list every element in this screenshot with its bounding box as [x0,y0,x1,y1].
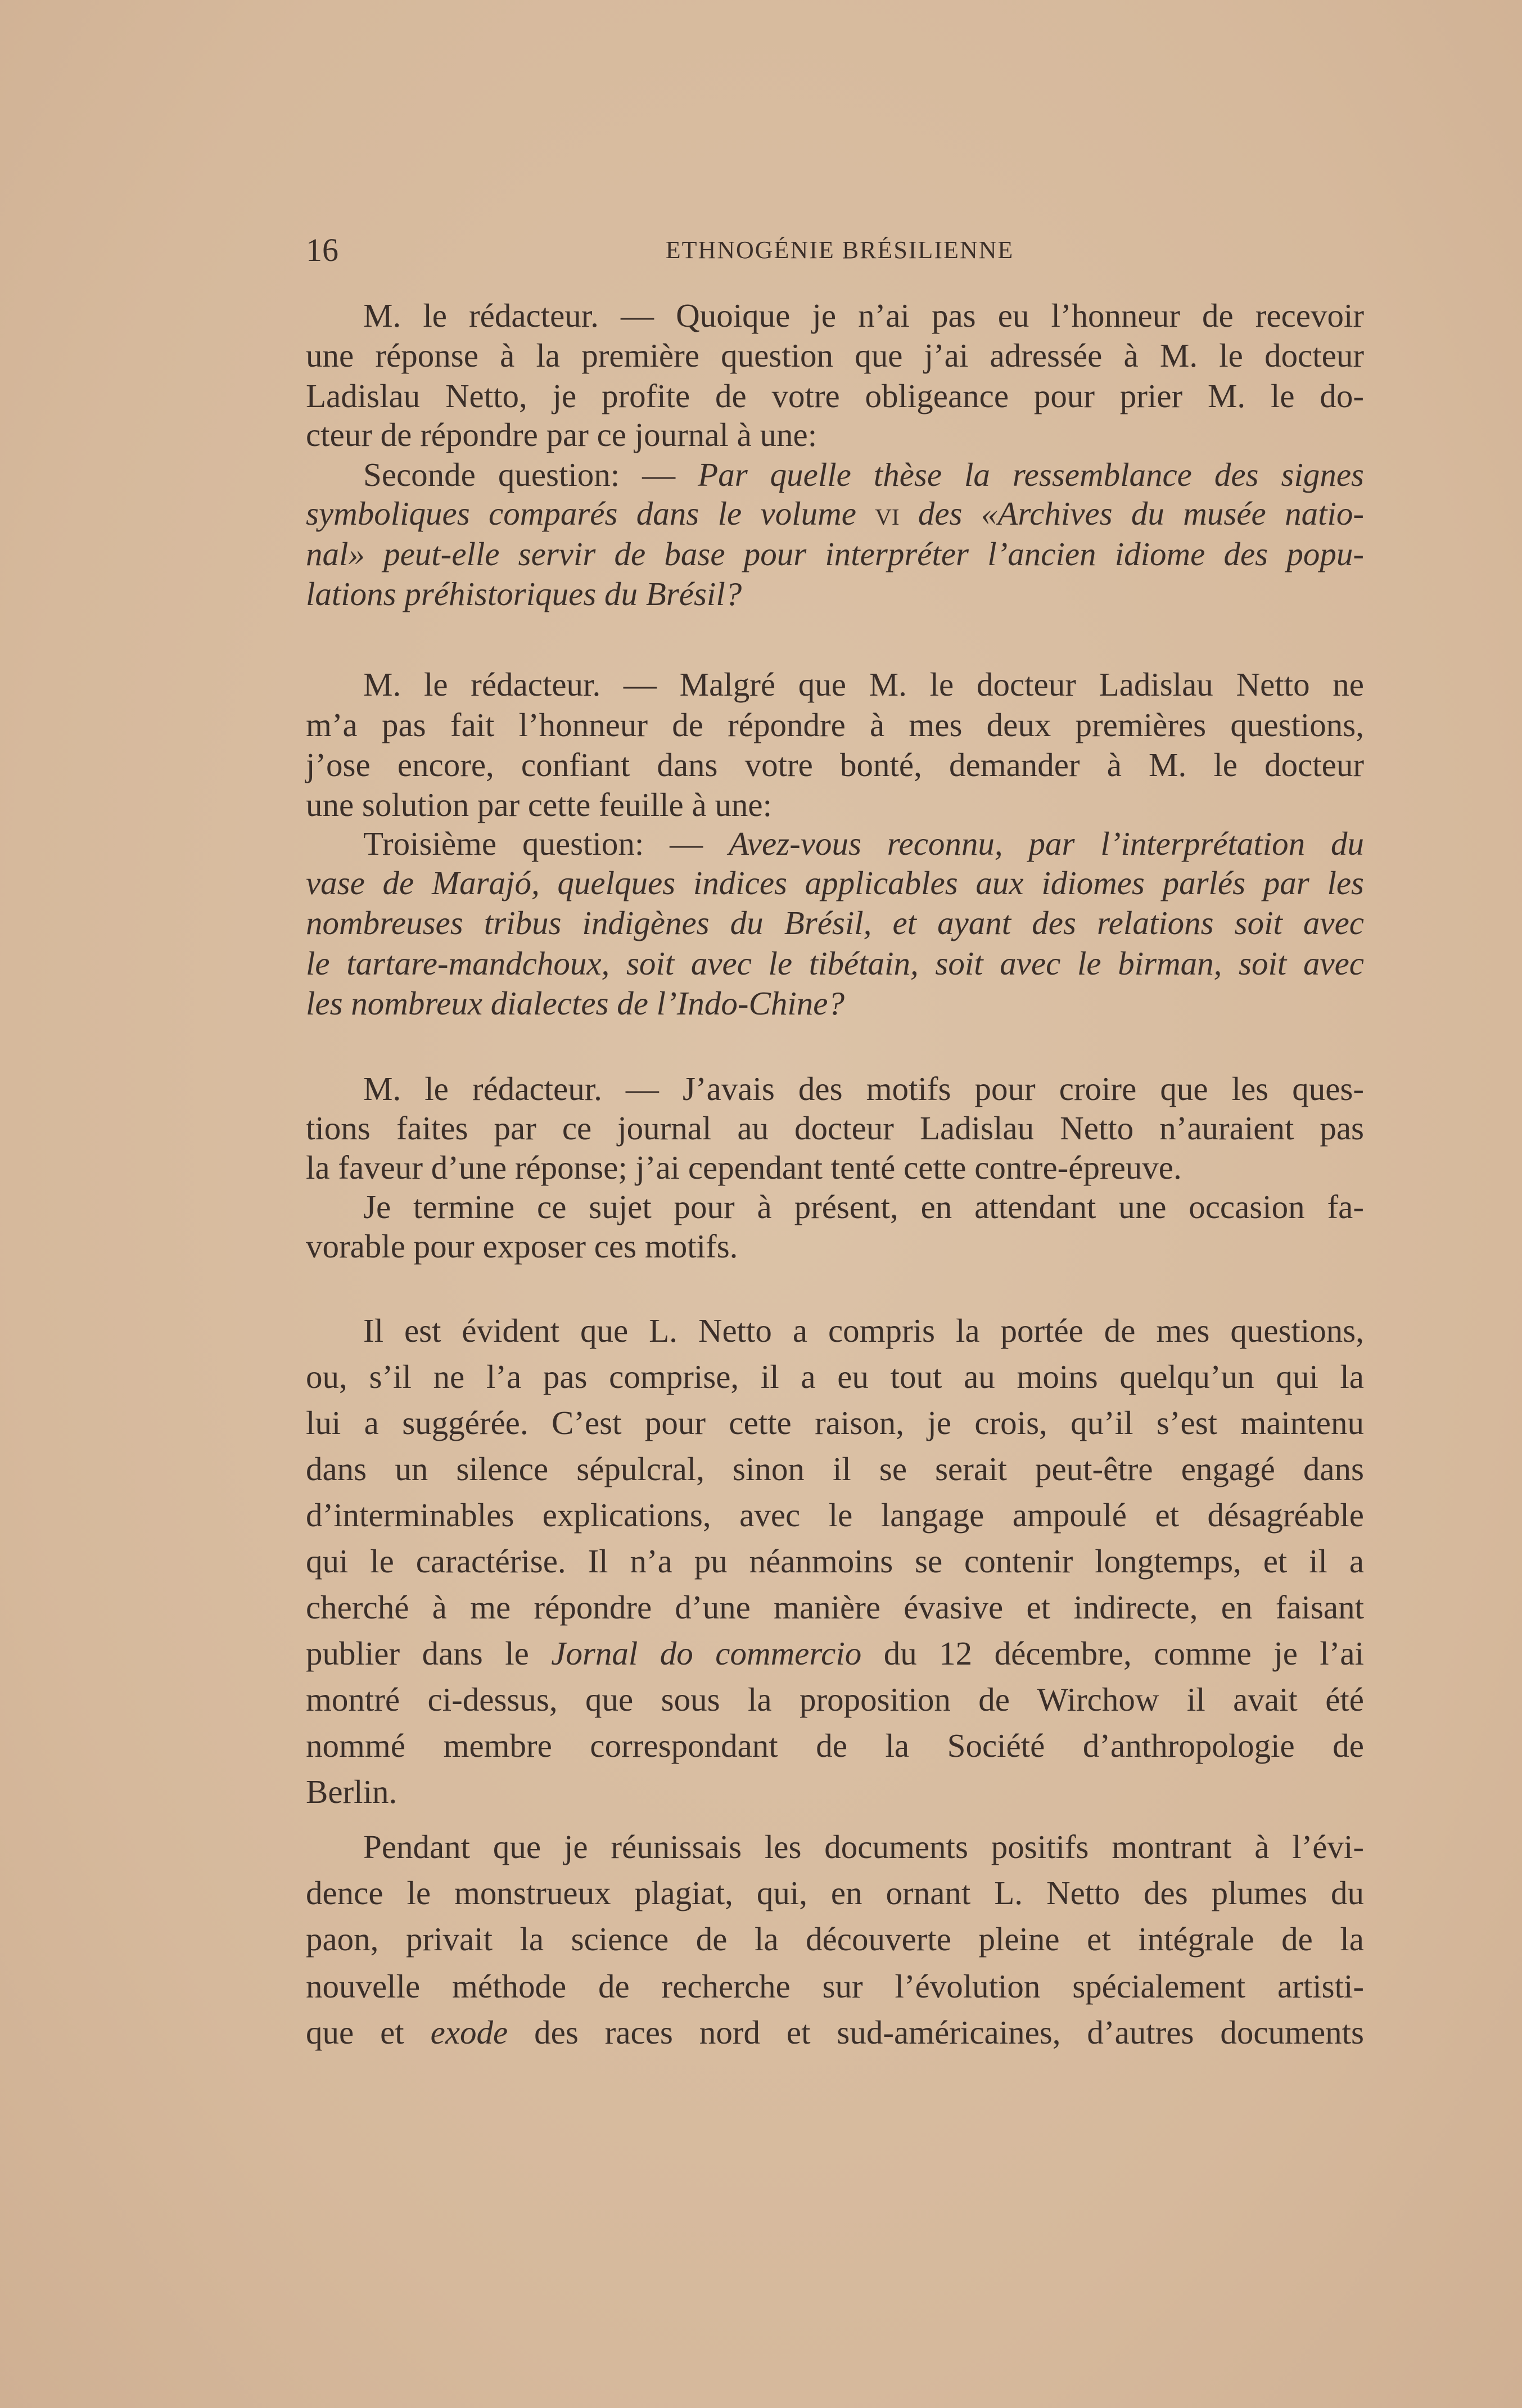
italic-text: exode [430,2014,508,2051]
text-segment: qui le caractérise. Il n’a pu néanmoins se contenir longtemps, et il a [306,1543,1364,1580]
text-segment: que et [306,2014,431,2051]
text-segment: M. le rédacteur. — J’avais des motifs pour croire que les ques- [363,1070,1364,1107]
text-segment: vorable pour exposer ces motifs. [306,1228,738,1265]
text-line [306,984,1364,1023]
text-segment: Je termine ce sujet pour à présent, en attendant une occasion fa- [363,1188,1364,1225]
text-segment: j’ose encore, confiant dans votre bonté, demander à M. le docteur [306,746,1364,783]
text-segment: tions faites par ce journal au docteur Ladislau Netto n’auraient pas [306,1110,1364,1147]
text-line [306,1357,1364,1396]
text-line [306,574,1364,614]
text-segment: la faveur d’une réponse; j’ai cependant tenté cette contre-épreuve. [306,1149,1182,1186]
italic-text: Par quelle thèse la ressemblance des signes [698,456,1364,493]
text-line [306,1873,1364,1913]
text-line [306,1772,1364,1811]
text-line [306,863,1364,903]
text-line [306,824,1364,863]
running-title: ETHNOGÉNIE BRÉSILIENNE [665,236,1014,264]
text-segment: dans un silence sépulcral, sinon il se serait peut-être engagé dans [306,1450,1364,1487]
text-line [306,705,1364,745]
text-segment: Seconde question: — [363,456,698,493]
text-line [306,1403,1364,1442]
text-line [306,785,1364,824]
text-segment: des races nord et sud-américaines, d’autres documents [508,2014,1364,2051]
text-line [306,1680,1364,1719]
text-line [306,1108,1364,1148]
text-line [306,2013,1364,2052]
text-segment: Il est évident que L. Netto a compris la portée de mes questions, [363,1312,1364,1349]
text-line [306,1967,1364,2006]
text-line [306,1226,1364,1266]
italic-text: Jornal do commercio [551,1635,862,1672]
text-segment: du 12 décembre, comme je l’ai [861,1635,1364,1672]
text-line [306,1148,1364,1187]
text-segment: montré ci-dessus, que sous la proposition de Wirchow il avait été [306,1681,1364,1718]
text-segment: vi [875,495,900,532]
text-line [306,1311,1364,1350]
text-line [306,534,1364,574]
text-line [306,745,1364,784]
text-segment: Troisième question: — [363,825,729,862]
text-segment: Berlin. [306,1773,398,1810]
text-line [306,336,1364,375]
text-segment: une solution par cette feuille à une: [306,786,772,823]
text-line [306,944,1364,983]
italic-text: nal» peut-elle servir de base pour interpréter l’ancien idiome des popu- [306,535,1364,572]
text-line [306,415,1364,454]
text-segment: Ladislau Netto, je profite de votre obligeance pour prier M. le do- [306,377,1364,414]
text-line [306,1449,1364,1489]
text-line [306,1069,1364,1108]
text-line [306,1187,1364,1226]
text-segment: ou, s’il ne l’a pas comprise, il a eu tout au moins quelqu’un qui la [306,1358,1364,1395]
text-segment: Pendant que je réunissais les documents positifs montrant à l’évi- [363,1828,1364,1865]
italic-text: nombreuses tribus indigènes du Brésil, et ayant des relations soit avec [306,904,1364,941]
text-line [306,1495,1364,1535]
text-line [306,1919,1364,1959]
text-segment: nouvelle méthode de recherche sur l’évolution spécialement artisti- [306,1968,1364,2005]
text-line [306,494,1364,533]
text-line [306,665,1364,704]
text-segment: dence le monstrueux plagiat, qui, en ornant L. Netto des plumes du [306,1874,1364,1911]
page-number: 16 [306,232,338,268]
text-segment: d’interminables explications, avec le langage ampoulé et désagréable [306,1496,1364,1534]
text-line [306,1541,1364,1581]
text-segment: M. le rédacteur. — Quoique je n’ai pas eu l’honneur de recevoir [363,297,1364,334]
text-segment: publier dans le [306,1635,552,1672]
text-line [306,455,1364,494]
text-line [306,903,1364,943]
text-line [306,1634,1364,1673]
text-segment: cherché à me répondre d’une manière évasive et indirecte, en faisant [306,1589,1364,1626]
text-segment: m’a pas fait l’honneur de répondre à mes deux premières questions, [306,706,1364,743]
text-line [306,1827,1364,1866]
text-line [306,296,1364,335]
text-line [306,376,1364,416]
italic-text: les nombreux dialectes de l’Indo-Chine? [306,985,844,1022]
italic-text: Avez-vous reconnu, par l’interprétation du [729,825,1364,862]
text-segment: nommé membre correspondant de la Société d’anthropologie de [306,1727,1364,1764]
text-segment: M. le rédacteur. — Malgré que M. le docteur Ladislau Netto ne [363,666,1364,703]
italic-text: symboliques comparés dans le volume [306,495,875,532]
text-line [306,1726,1364,1765]
italic-text: vase de Marajó, quelques indices applicables aux idiomes parlés par les [306,864,1364,901]
italic-text: des «Archives du musée natio- [899,495,1364,532]
text-segment: une réponse à la première question que j’ai adressée à M. le docteur [306,337,1364,374]
italic-text: le tartare-mandchoux, soit avec le tibétain, soit avec le birman, soit avec [306,945,1364,982]
text-segment: paon, privait la science de la découverte pleine et intégrale de la [306,1920,1364,1958]
text-segment: cteur de répondre par ce journal à une: [306,416,818,453]
text-segment: lui a suggérée. C’est pour cette raison, je crois, qu’il s’est maintenu [306,1404,1364,1441]
text-line [306,1588,1364,1627]
italic-text: lations préhistoriques du Brésil? [306,575,742,612]
